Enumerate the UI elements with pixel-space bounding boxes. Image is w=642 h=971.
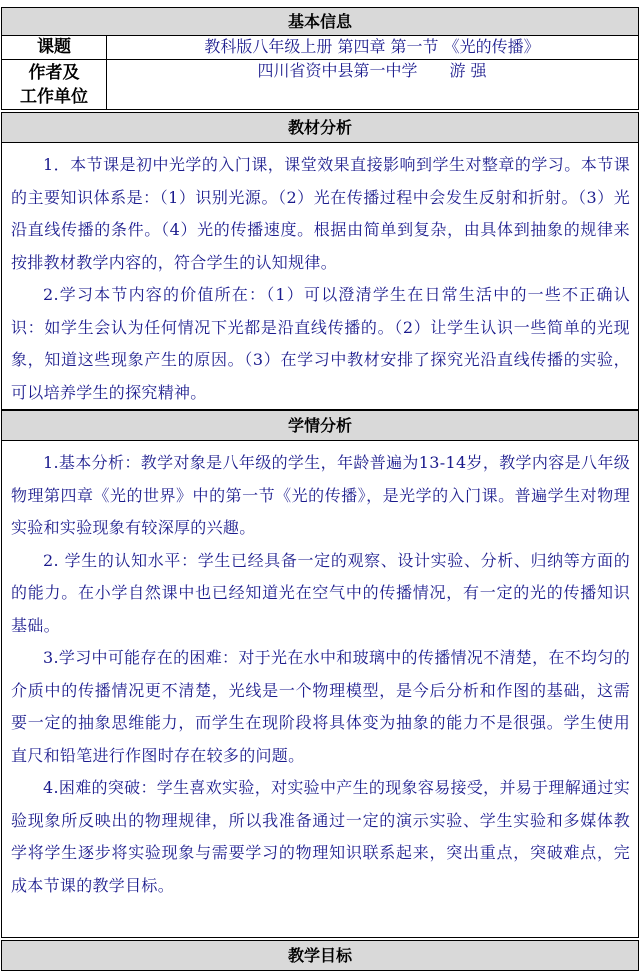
student-paragraph: 1.基本分析：教学对象是八年级的学生，年龄普遍为13-14岁，教学内容是八年级物理第四章《光的世界》中的第一节《光的传播》，是光学的入门课。普遍学生对物理实验和实验现象有较深厚的兴趣。: [11, 453, 630, 537]
basic-info-header: 基本信息: [1, 7, 639, 36]
teaching-goals-header: 教学目标: [1, 940, 639, 971]
student-paragraph: 4.困难的突破：学生喜欢实验，对实验中产生的现象容易接受，并易于理解通过实验现象所反映出的物理规律，所以我准备通过一定的演示实验、学生实验和多媒体教学将学生逐步将实验现象与需要学习的物理知识联系起来，突出重点，突破难点，完成本节课的教学目标。: [11, 778, 630, 895]
textbook-analysis-body: [1, 143, 639, 410]
author-label: [2, 60, 107, 109]
textbook-paragraph: 1．本节课是初中光学的入门课，课堂效果直接影响到学生对整章的学习。本节课的主要知识体系是：（1）识别光源。（2）光在传播过程中会发生反射和折射。（3）光沿直线传播的条件。（4）光的传播速度。根据由简单到复杂，由具体到抽象的规律来按排教材教学内容的，符合学生的认知规律。: [11, 155, 630, 272]
textbook-paragraph: 2.学习本节内容的价值所在：（1）可以澄清学生在日常生活中的一些不正确认识：如学生会认为任何情况下光都是沿直线传播的。（2）让学生认识一些简单的光现象，知道这些现象产生的原因。（3）在学习中教材安排了探究光沿直线传播的实验，可以培养学生的探究精神。: [11, 285, 630, 402]
topic-value: 教科版八年级上册 第四章 第一节 《光的传播》: [204, 37, 540, 56]
student-paragraph: 3.学习中可能存在的困难：对于光在水中和玻璃中的传播情况不清楚，在不均匀的介质中的传播情况更不清楚，光线是一个物理模型，是今后分析和作图的基础，这需要一定的抽象思维能力，而学生在现阶段将具体变为抽象的能力不是很强。学生使用直尺和铅笔进行作图时存在较多的问题。: [11, 648, 630, 765]
topic-label: 课题: [2, 36, 107, 59]
student-analysis-header: 学情分析: [1, 410, 639, 441]
author-label-line1: 作者及: [28, 63, 80, 83]
topic-row: [1, 36, 639, 60]
author-value: 四川省资中县第一中学 游 强: [257, 61, 487, 80]
textbook-analysis-header: 教材分析: [1, 112, 639, 143]
student-paragraph: 2. 学生的认知水平：学生已经具备一定的观察、设计实验、分析、归纳等方面的的能力。在小学自然课中也已经知道光在空气中的传播情况，有一定的光的传播知识基础。: [11, 550, 630, 635]
author-label-line2: 工作单位: [20, 87, 88, 107]
student-analysis-body: [1, 441, 639, 938]
author-row: [1, 60, 639, 110]
